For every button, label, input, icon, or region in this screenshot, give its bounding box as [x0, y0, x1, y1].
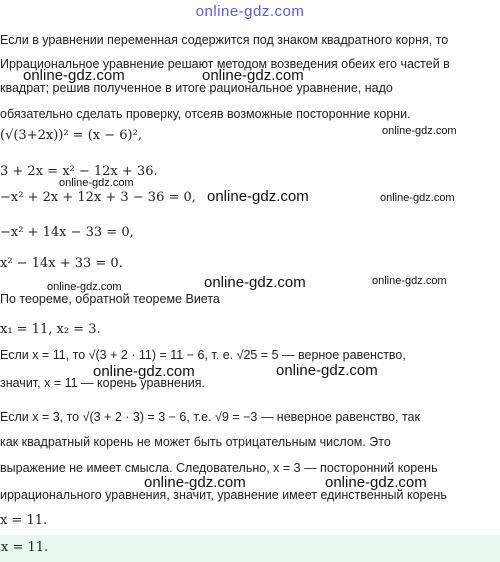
- watermark: online-gdz.com: [59, 177, 134, 189]
- watermark: online-gdz.com: [276, 362, 378, 379]
- watermark: online-gdz.com: [93, 363, 195, 380]
- answer-value: x = 11.: [1, 540, 49, 555]
- paragraph-line: Если в уравнении переменная содержится под знаком квадратного корня, то: [0, 33, 449, 47]
- roots: x₁ = 11, x₂ = 3.: [0, 322, 101, 337]
- watermark: online-gdz.com: [144, 474, 246, 491]
- watermark: online-gdz.com: [23, 67, 125, 84]
- site-title: online-gdz.com: [195, 3, 305, 20]
- answer-box: [0, 535, 500, 562]
- watermark: online-gdz.com: [325, 474, 427, 491]
- check-1-line: Если x = 11, то √(3 + 2 · 11) = 11 − 6, т. е. √25 = 5 — верное равенство,: [0, 348, 406, 362]
- paragraph-line: обязательно сделать проверку, отсеяв возможные посторонние корни.: [0, 107, 411, 121]
- check-1-line: значит, x = 11 — корень уравнения.: [0, 376, 205, 390]
- equation-4: −x² + 14x − 33 = 0,: [0, 225, 134, 240]
- check-2-line: Если x = 3, то √(3 + 2 · 3) = 3 − 6, т.е. √9 = −3 — неверное равенство, так: [0, 410, 420, 424]
- watermark: online-gdz.com: [207, 188, 309, 205]
- watermark: online-gdz.com: [372, 275, 447, 287]
- site-header: [0, 0, 500, 22]
- vieta-text: По теореме, обратной теореме Виета: [0, 292, 220, 306]
- equation-2: 3 + 2x = x² − 12x + 36.: [0, 164, 158, 179]
- equation-5: x² − 14x + 33 = 0.: [0, 256, 123, 271]
- paragraph-line: квадрат; решив полученное в итоге рациональное уравнение, надо: [0, 81, 393, 95]
- equation-3: −x² + 2x + 12x + 3 − 36 = 0,: [0, 190, 196, 205]
- watermark: online-gdz.com: [380, 192, 455, 204]
- paragraph-line: Иррациональное уравнение решают методом возведения обеих его частей в: [0, 57, 450, 71]
- final-root: x = 11.: [0, 513, 48, 528]
- equation-1: (√(3+2x))² = (x − 6)²,: [0, 128, 142, 143]
- watermark: online-gdz.com: [382, 125, 457, 137]
- watermark: online-gdz.com: [202, 67, 304, 84]
- watermark: online-gdz.com: [204, 274, 306, 291]
- watermark: online-gdz.com: [47, 281, 122, 293]
- check-2-line: как квадратный корень не может быть отрицательным числом. Это: [0, 435, 391, 449]
- check-2-line: выражение не имеет смысла. Следовательно, x = 3 — посторонний корень: [0, 461, 438, 475]
- check-2-line: иррационального уравнения, значит, уравнение имеет единственный корень: [0, 488, 447, 502]
